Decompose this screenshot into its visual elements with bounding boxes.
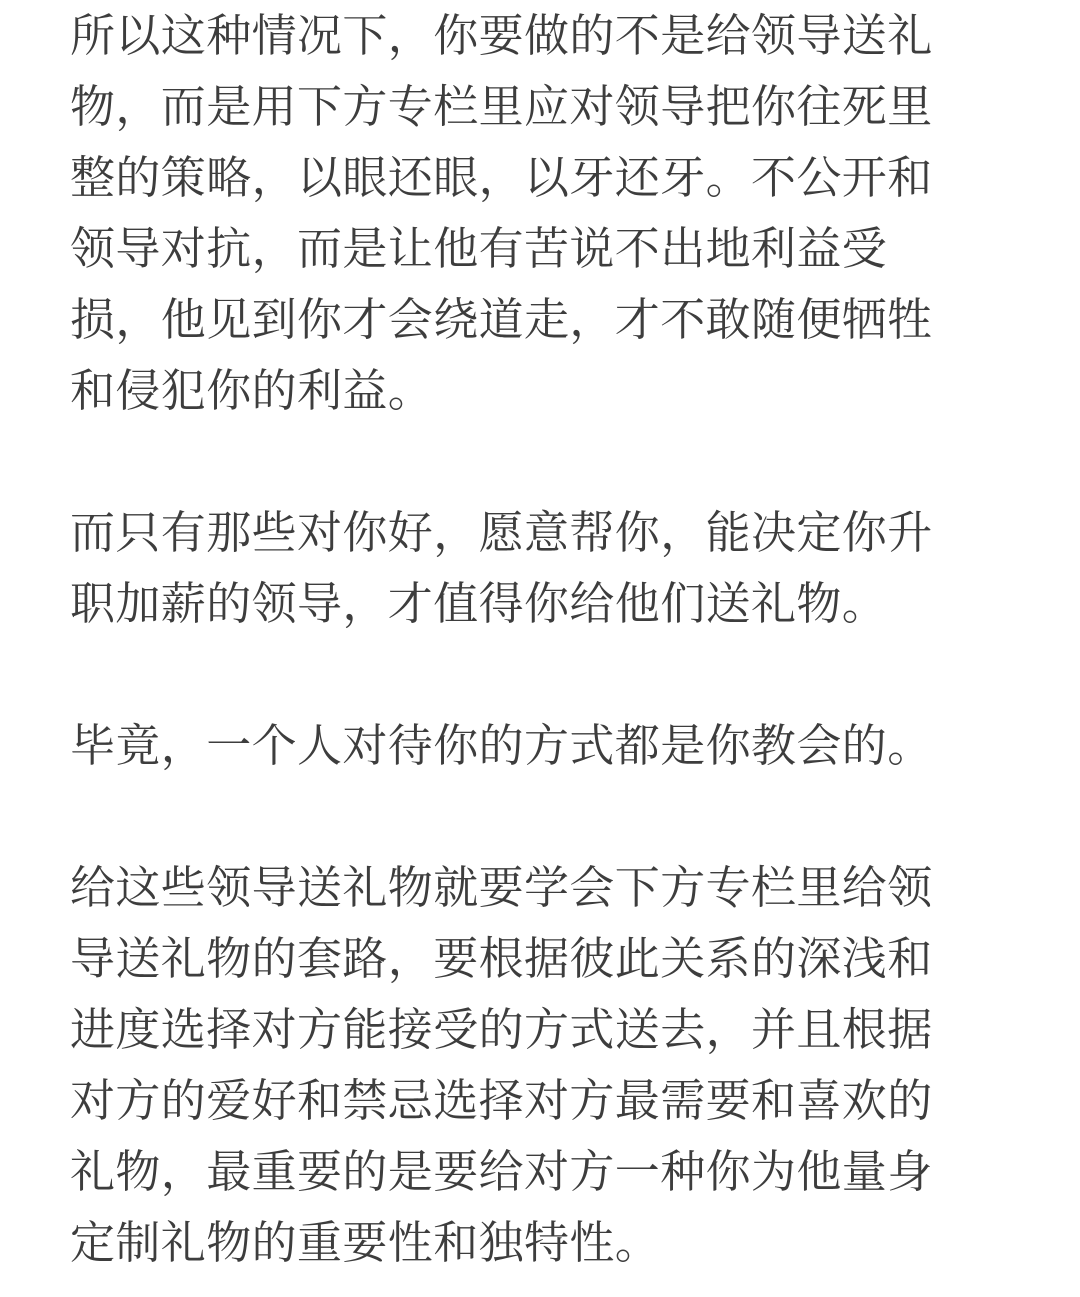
paragraph-line: 对方的爱好和禁忌选择对方最需要和喜欢的 bbox=[70, 1074, 933, 1127]
paragraph-line: 物，而是用下方专栏里应对领导把你往死里 bbox=[70, 80, 933, 133]
paragraph-line: 整的策略，以眼还眼，以牙还牙。不公开和 bbox=[70, 151, 933, 204]
paragraph-line: 导送礼物的套路，要根据彼此关系的深浅和 bbox=[70, 932, 933, 985]
paragraph-line: 和侵犯你的利益。 bbox=[70, 364, 434, 417]
paragraph-4 bbox=[70, 852, 1010, 1278]
paragraph-line: 领导对抗，而是让他有苦说不出地利益受 bbox=[70, 222, 888, 275]
paragraph-spacer bbox=[70, 639, 1010, 710]
paragraph-spacer bbox=[70, 426, 1010, 497]
paragraph-line: 而只有那些对你好，愿意帮你，能决定你升 bbox=[70, 506, 933, 559]
paragraph-line: 进度选择对方能接受的方式送去，并且根据 bbox=[70, 1003, 933, 1056]
paragraph-2 bbox=[70, 497, 1010, 639]
article-body bbox=[70, 0, 1010, 1278]
paragraph-spacer bbox=[70, 781, 1010, 852]
paragraph-line: 损，他见到你才会绕道走，才不敢随便牺牲 bbox=[70, 293, 933, 346]
paragraph-line: 给这些领导送礼物就要学会下方专栏里给领 bbox=[70, 861, 933, 914]
paragraph-1 bbox=[70, 0, 1010, 426]
paragraph-line: 毕竟，一个人对待你的方式都是你教会的。 bbox=[70, 719, 933, 772]
paragraph-3 bbox=[70, 710, 1010, 781]
paragraph-line: 定制礼物的重要性和独特性。 bbox=[70, 1216, 661, 1269]
paragraph-line: 职加薪的领导，才值得你给他们送礼物。 bbox=[70, 577, 888, 630]
paragraph-line: 礼物，最重要的是要给对方一种你为他量身 bbox=[70, 1145, 933, 1198]
paragraph-line: 所以这种情况下，你要做的不是给领导送礼 bbox=[70, 9, 933, 62]
